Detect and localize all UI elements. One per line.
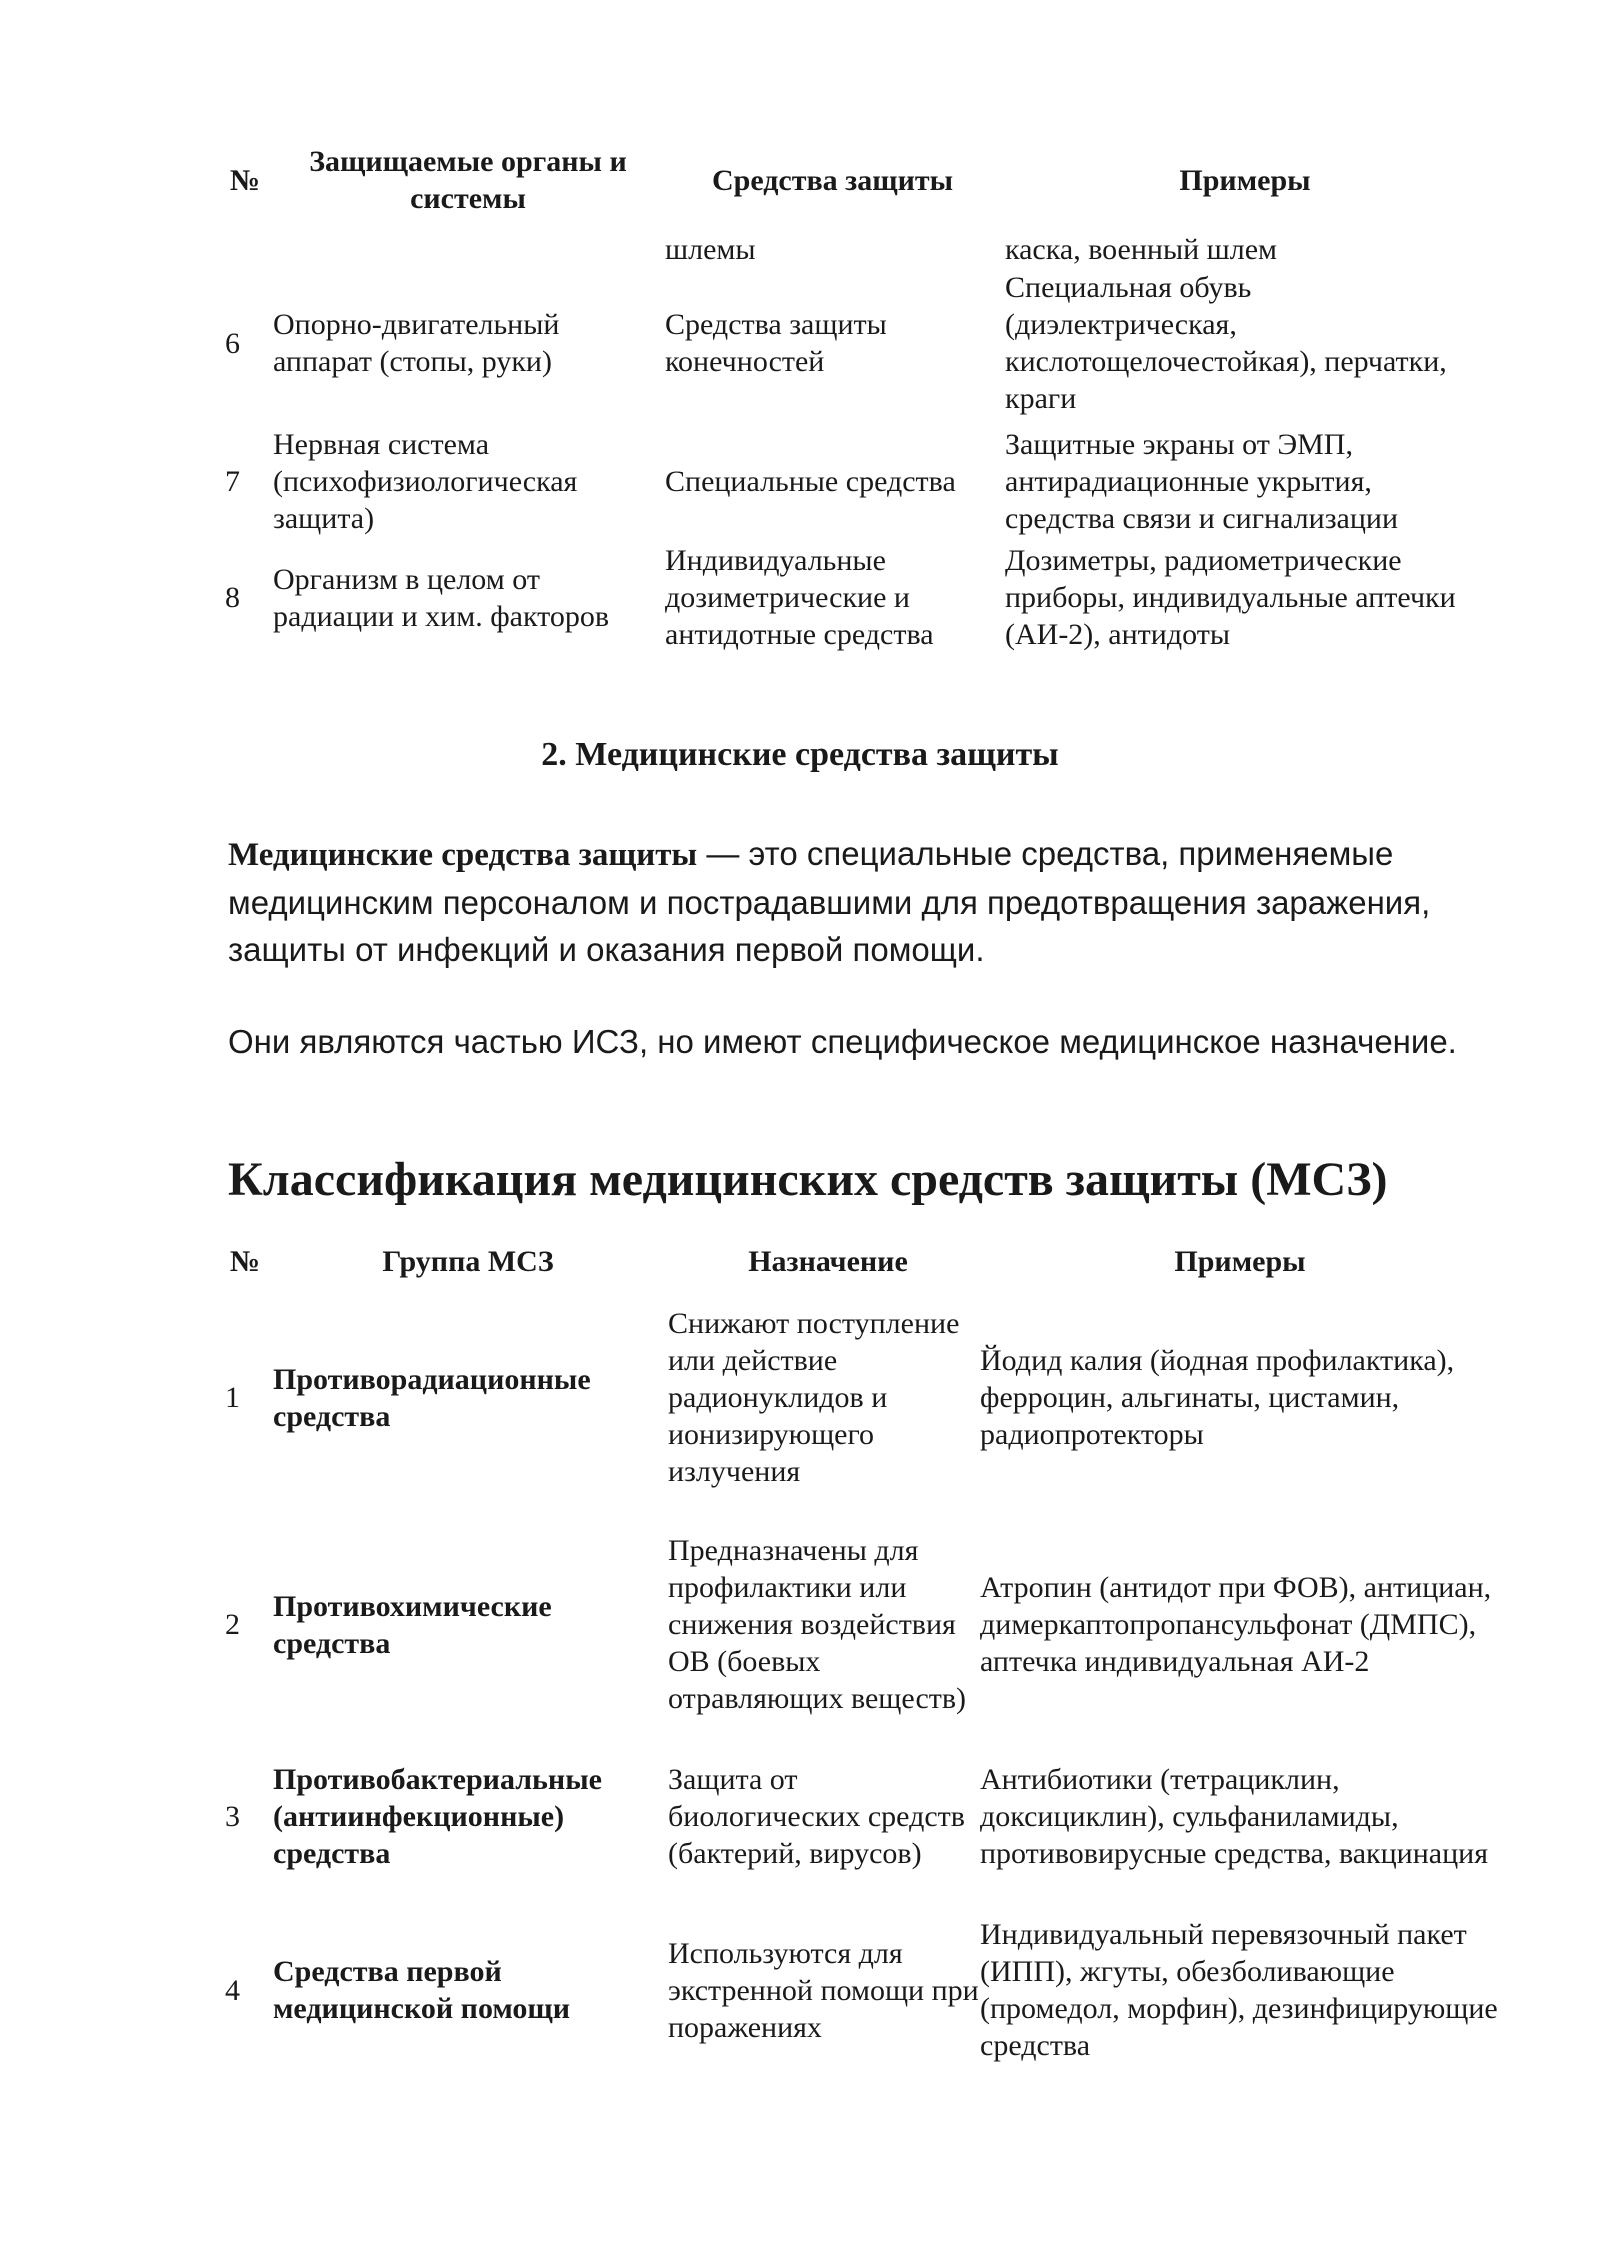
row-organs: Нервная система (психофизиологическая защита) [273,428,578,535]
definition-term: Медицинские средства защиты [228,837,698,873]
table-row [225,1895,1500,2085]
row-purpose: Предназначены для профилактики или снижения воздействия ОВ (боевых отравляющих веществ) [668,1534,967,1715]
header-num: № [229,163,261,197]
row-group: Противохимические средства [273,1589,552,1660]
row-purpose: Защита от биологических средств (бактерий, вирусов) [668,1762,965,1870]
row-organs: Опорно-двигательный аппарат (стопы, руки) [273,308,560,378]
row-examples: Индивидуальный перевязочный пакет (ИПП), жгуты, обезболивающие (промедол, морфин), дезинфицирующие средства [980,1918,1498,2062]
table-row [225,268,1500,418]
row-organs [273,230,663,268]
row-means: Индивидуальные дозиметрические и антидотные средства [665,544,934,651]
row-group: Средства первой медицинской помощи [273,1955,571,2025]
header-purpose: Назначение [748,1244,908,1278]
table-row [225,540,1500,655]
row-means: Средства защиты конечностей [665,308,887,378]
table-row [225,1285,1500,1510]
header-group: Группа МСЗ [382,1244,554,1278]
table-header-row [225,140,1500,220]
row-num: 8 [225,581,240,614]
header-examples: Примеры [1174,1244,1306,1278]
header-organs: Защищаемые органы и системы [309,145,627,215]
section-title: 2. Медицинские средства защиты [541,736,1059,773]
definition-text: — это специальные средства, применяемые медицинским персоналом и пострадавшими для предотвращения заражения, защиты от инфекций и оказания первой помощи. [228,835,1431,968]
row-group: Противорадиационные средства [273,1362,591,1433]
row-examples: Йодид калия (йодная профилактика), ферроцин, альгинаты, цистамин, радиопротекторы [980,1344,1455,1451]
table-row [225,1740,1500,1892]
header-means: Средства защиты [711,163,954,197]
row-num: 6 [225,326,240,360]
row-num: 4 [225,1973,240,2007]
row-means: Специальные средства [665,465,956,498]
classification-heading: Классификация медицинских средств защиты (МСЗ) [228,1153,1388,1206]
row-num: 7 [225,465,240,498]
definition-paragraph [228,830,1508,973]
row-group: Противобактериальные (антиинфекционные) средства [273,1762,602,1870]
row-purpose: Используются для экстренной помощи при поражениях [668,1936,979,2044]
row-examples: каска, военный шлем [1005,232,1278,266]
row-purpose: Снижают поступление или действие радионуклидов и ионизирующего излучения [668,1307,960,1488]
header-num: № [229,1244,261,1278]
body-paragraph: Они являются частью ИСЗ, но имеют специфическое медицинское назначение. [228,1023,1457,1060]
row-means: шлемы [665,232,756,266]
row-num: 1 [225,1381,240,1414]
row-num [225,230,265,268]
row-organs: Организм в целом от радиации и хим. факторов [273,562,610,633]
table-row [225,424,1500,539]
row-examples: Дозиметры, радиометрические приборы, индивидуальные аптечки (АИ-2), антидоты [1005,544,1456,651]
table-row [225,1512,1500,1737]
header-examples: Примеры [1179,163,1311,197]
row-num: 2 [225,1608,240,1641]
row-num: 3 [225,1799,240,1833]
table-row [225,230,1500,268]
row-examples: Антибиотики (тетрациклин, доксициклин), сульфаниламиды, противовирусные средства, вакцинация [980,1762,1489,1870]
table-header-row [225,1240,1500,1282]
row-examples: Специальная обувь (диэлектрическая, кислотощелочестойкая), перчатки, краги [1005,271,1447,415]
row-examples: Атропин (антидот при ФОВ), антициан, димеркаптопропансульфонат (ДМПС), аптечка индивидуальная АИ-2 [980,1571,1492,1678]
row-examples: Защитные экраны от ЭМП, антирадиационные укрытия, средства связи и сигнализации [1005,428,1399,535]
